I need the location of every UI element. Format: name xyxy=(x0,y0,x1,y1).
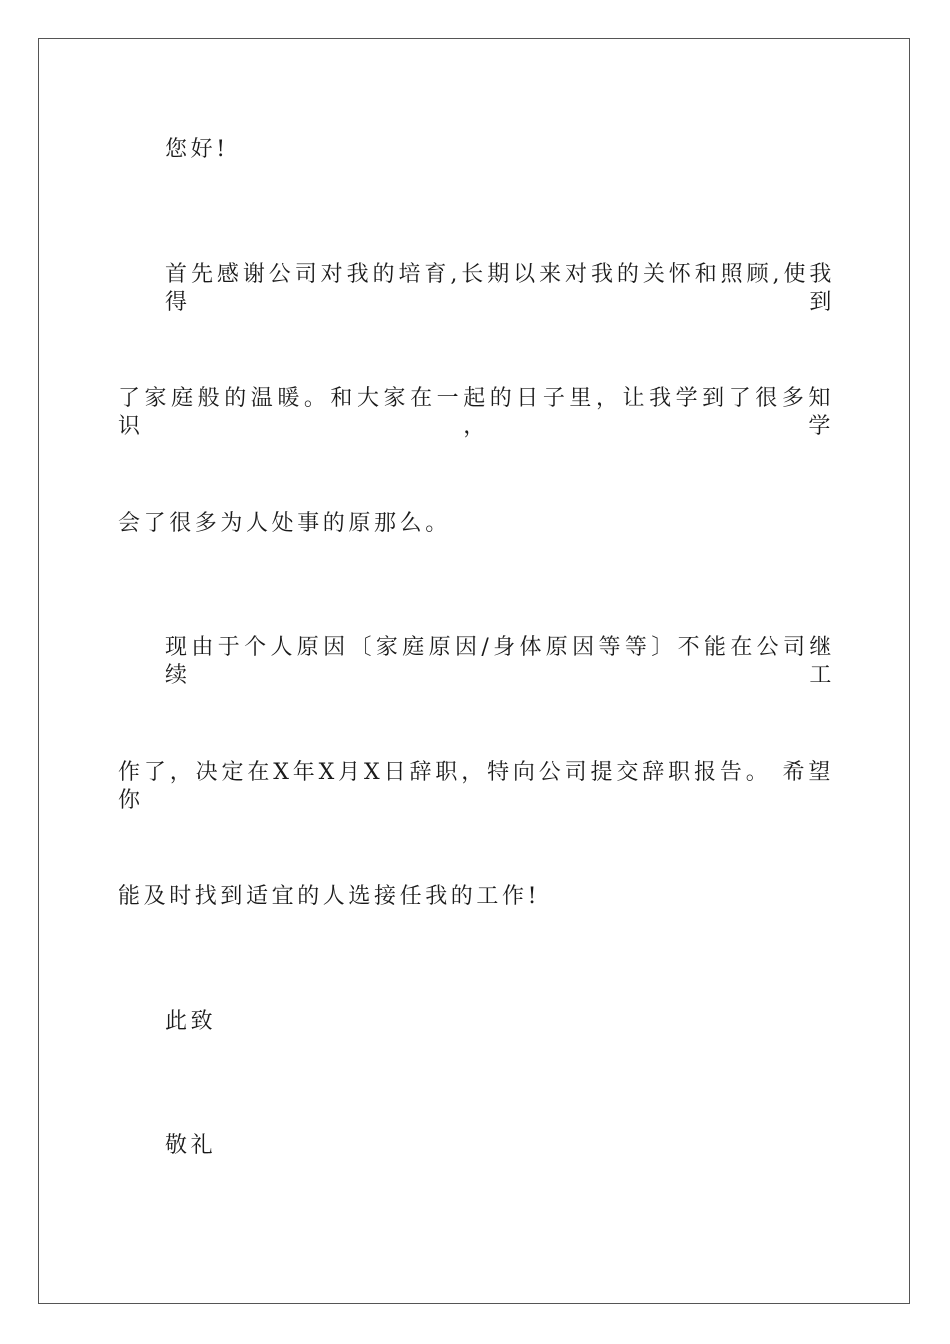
paragraph2-line2: 作了，决定在X年X月X日辞职，特向公司提交辞职报告。 希望你 xyxy=(118,760,834,813)
closing-cizhi: 此致 xyxy=(165,1009,217,1034)
paragraph1-line3: 会了很多为人处事的原那么。 xyxy=(118,511,451,536)
paragraph2-line3: 能及时找到适宜的人选接任我的工作! xyxy=(118,884,541,909)
paragraph1-line1: 首先感谢公司对我的培育,长期以来对我的关怀和照顾,使我得到 xyxy=(165,262,835,315)
closing-jingli: 敬礼 xyxy=(165,1133,217,1158)
paragraph1-line2: 了家庭般的温暖。和大家在一起的日子里，让我学到了很多知识，学 xyxy=(118,386,834,439)
paragraph2-line1: 现由于个人原因〔家庭原因/身体原因等等〕不能在公司继续工 xyxy=(165,635,835,688)
greeting: 您好! xyxy=(165,137,229,162)
